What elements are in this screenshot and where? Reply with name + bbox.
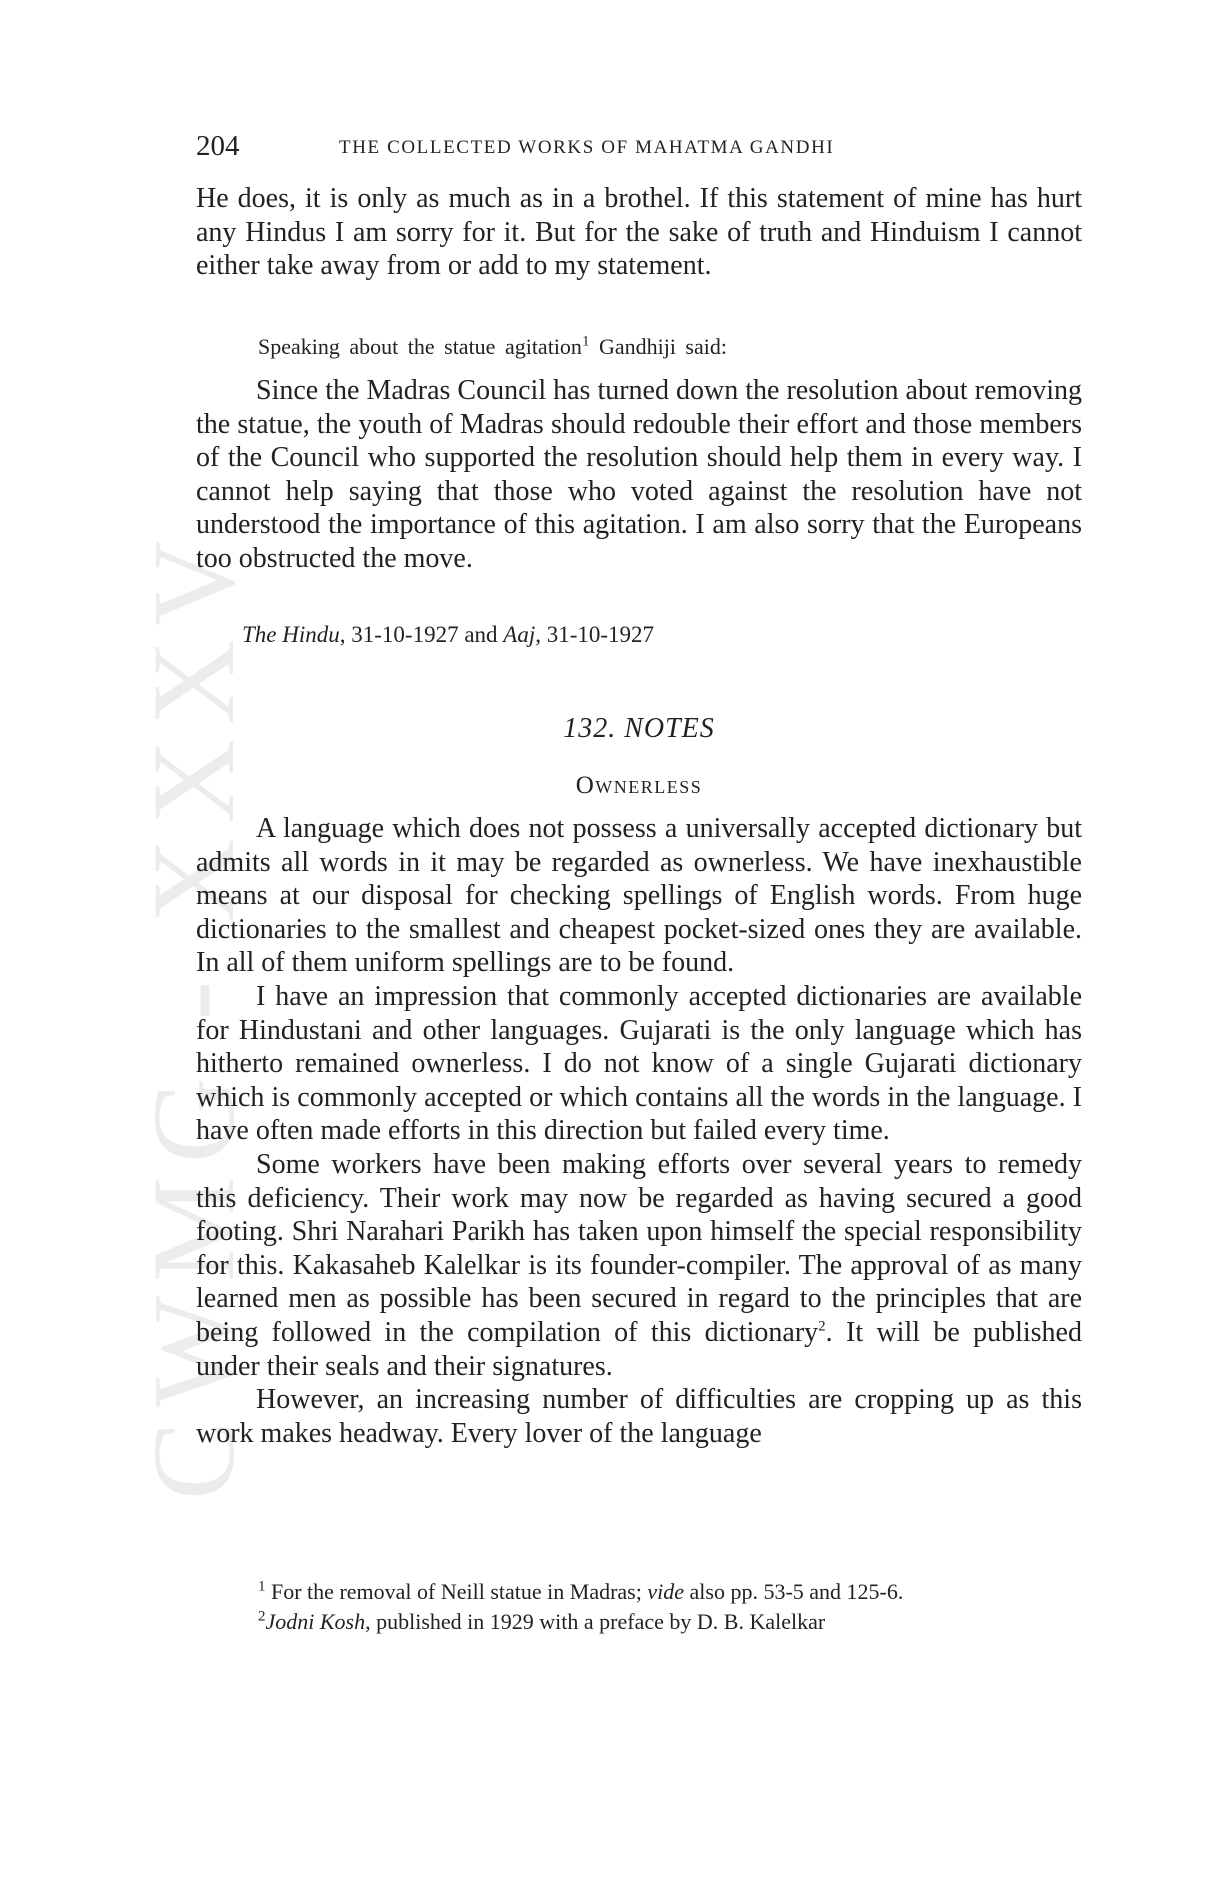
source-paper-1: The Hindu [242, 622, 340, 647]
footnote-2-mark: 2 [258, 1608, 266, 1625]
running-title: THE COLLECTED WORKS OF MAHATMA GANDHI [339, 137, 835, 158]
footnotes [196, 1577, 1082, 1637]
intro-text-end: Gandhiji said: [589, 334, 727, 359]
section-heading: 132. NOTES [563, 713, 715, 744]
section-subheading: Ownerless [575, 772, 703, 799]
footnote-1-italic: vide [647, 1579, 685, 1604]
footnote-1-text-end: also pp. 53-5 and 125-6. [684, 1579, 904, 1604]
footnote-2-italic: Jodni Kosh [265, 1609, 366, 1634]
source-citation [242, 620, 654, 650]
source-date-1: , 31-10-1927 and [339, 622, 504, 647]
footnote-ref-1: 1 [581, 333, 590, 350]
footnote-1-mark: 1 [258, 1578, 266, 1595]
intro-text: Speaking about the statue agitation [258, 334, 582, 359]
notes-paragraph-2: I have an impression that commonly accepted dictionaries are available for Hindustani and other languages. Gujarati is the only language which has hitherto remained ownerless. I do not know of a single Gujarati dictionary which is commonly accepted or which contains all the words in the language. I have often made efforts in this direction but failed every time. [196, 980, 1082, 1147]
watermark: CWMG - XXXV [128, 526, 259, 1500]
footnote-2-text: , published in 1929 with a preface by D. B. Kalelkar [365, 1609, 826, 1634]
notes-body [196, 812, 1082, 1450]
source-paper-2: Aaj [503, 622, 536, 647]
footnote-ref-2: 2 [818, 1318, 826, 1335]
page-number: 204 [196, 130, 240, 162]
paragraph-3-text-end: . It will be published under their seals and their signatures. [196, 1316, 1082, 1382]
notes-paragraph-1: A language which does not possess a universally accepted dictionary but admits all words in it may be regarded as ownerless. We have inexhaustible means at our disposal for checking spellings of English words. From huge dictionaries to the smallest and cheapest pocket-sized ones they are available. In all of them uniform spellings are to be found. [196, 813, 1082, 979]
paragraph-3-text: Some workers have been making efforts over several years to remedy this deficiency. Their work may now be regarded as having secured a good footing. Shri Narahari Parikh has taken upon himself the special responsibility for this. Kakasaheb Kalelkar is its founder-compiler. The approval of as many learned men as possible has been secured in regard to the principles that are being followed in the compilation of this dictionary [196, 1148, 1082, 1348]
continued-paragraph: He does, it is only as much as in a brothel. If this statement of mine has hurt any Hindus I am sorry for it. But for the sake of truth and Hinduism I cannot either take away from or add to my statement. [196, 183, 1082, 281]
speech-intro [258, 332, 727, 362]
running-header [196, 130, 1082, 164]
notes-paragraph-3 [196, 1148, 1082, 1383]
notes-paragraph-4: However, an increasing number of difficulties are cropping up as this work makes headway. Every lover of the language [196, 1384, 1082, 1449]
footnote-1-text: For the removal of Neill statue in Madras; [265, 1579, 648, 1604]
footnote-1 [196, 1577, 1082, 1607]
footnote-2 [196, 1607, 1082, 1637]
speech-paragraph: Since the Madras Council has turned down the resolution about removing the statue, the youth of Madras should redouble their effort and those members of the Council who supported the resolution should help them in every way. I cannot help saying that those who voted against the resolution have not understood the importance of this agitation. I am also sorry that the Europeans too obstructed the move. [196, 375, 1082, 574]
source-date-2: , 31-10-1927 [535, 622, 655, 647]
